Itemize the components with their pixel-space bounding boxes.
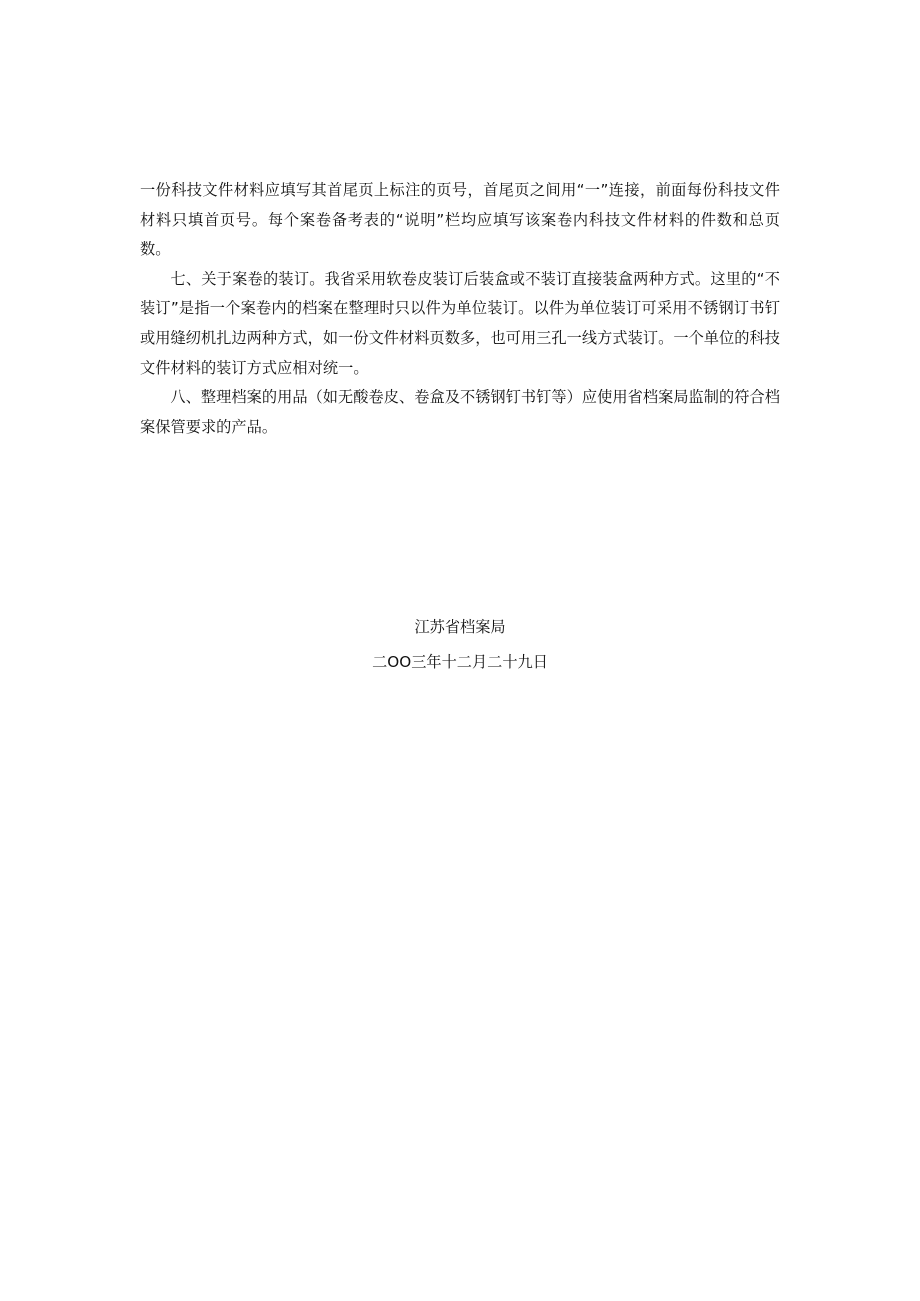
signature-date: 二OO三年十二月二十九日	[372, 653, 548, 671]
paragraph-page-number-note: 一份科技文件材料应填写其首尾页上标注的页号，首尾页之间用“一”连接，前面每份科技文件材料只填首页号。每个案卷备考表的“说明”栏均应填写该案卷内科技文件材料的件数和总页数。	[140, 181, 780, 259]
document-body	[140, 176, 780, 442]
paragraph-binding: 七、关于案卷的装订。我省采用软卷皮装订后装盒或不装订直接装盒两种方式。这里的“不装订”是指一个案卷内的档案在整理时只以件为单位装订。以件为单位装订可采用不锈钢订书钉或用缝纫机扎边两种方式，如一份文件材料页数多，也可用三孔一线方式装订。一个单位的科技文件材料的装订方式应相对统一。	[140, 269, 780, 377]
paragraph-supplies: 八、整理档案的用品（如无酸卷皮、卷盒及不锈钢钉书钉等）应使用省档案局监制的符合档案保管要求的产品。	[140, 388, 780, 436]
signature-organization: 江苏省档案局	[414, 618, 506, 636]
